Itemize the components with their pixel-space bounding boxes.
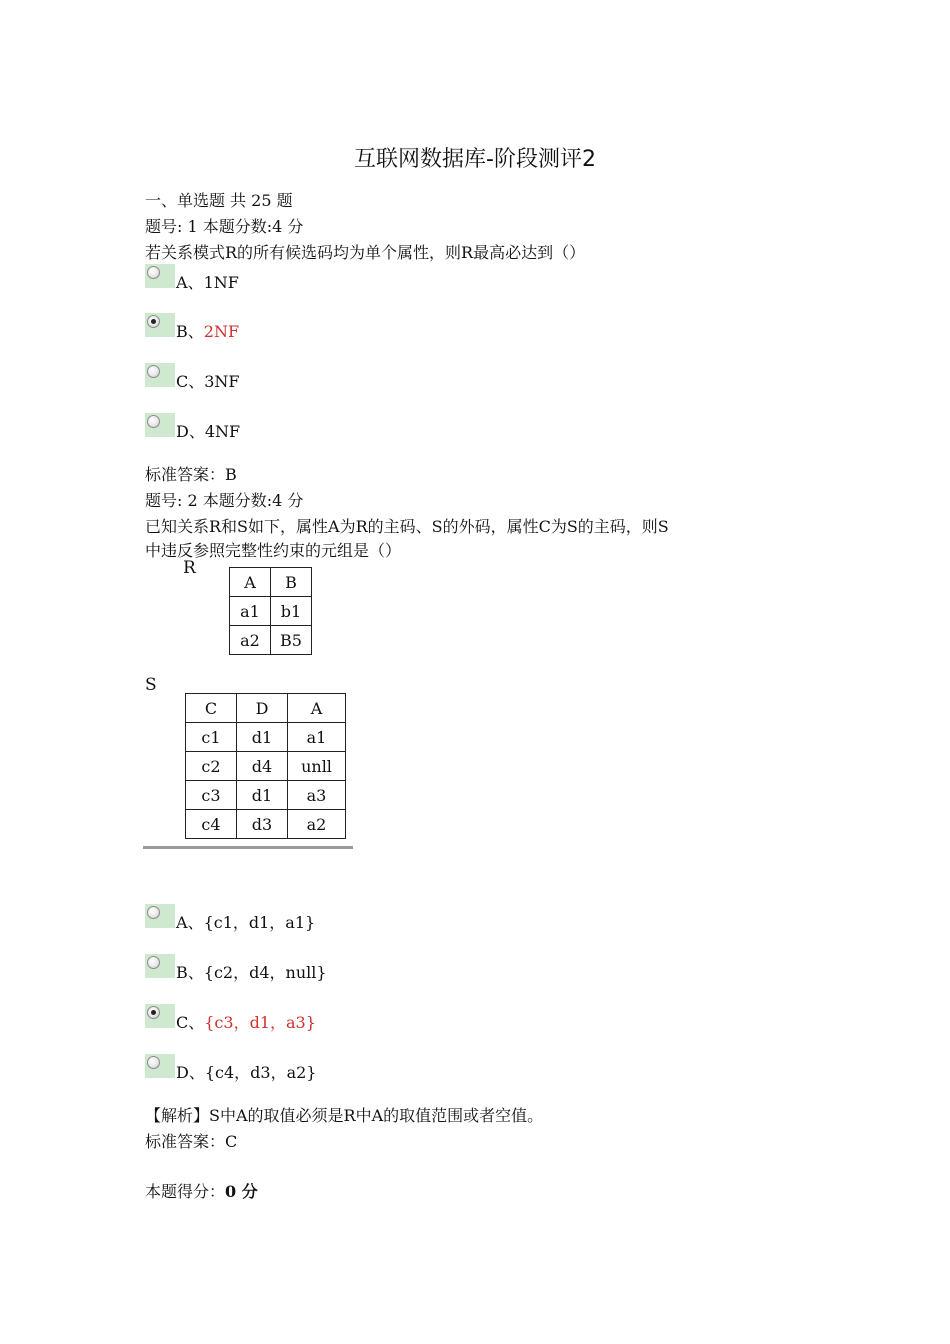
score-label: 本题得分： bbox=[145, 1182, 226, 1201]
table-cell: d3 bbox=[237, 810, 288, 839]
page-title: 互联网数据库-阶段测评2 bbox=[354, 147, 596, 172]
table-cell: a1 bbox=[230, 597, 271, 626]
table-cell: c3 bbox=[186, 781, 237, 810]
relation-r-label: R bbox=[183, 558, 196, 578]
table-cell: c1 bbox=[186, 723, 237, 752]
radio-button[interactable] bbox=[147, 266, 160, 279]
radio-button[interactable] bbox=[147, 415, 160, 428]
table-cell: a1 bbox=[288, 723, 346, 752]
table-row bbox=[186, 752, 346, 781]
q2-text-line1: 已知关系R和S如下，属性A为R的主码、S的外码，属性C为S的主码，则S bbox=[145, 517, 669, 536]
figure-divider bbox=[143, 846, 353, 849]
table-header-cell: C bbox=[186, 694, 237, 723]
table-header-cell: B bbox=[271, 568, 312, 597]
section-heading: 一、单选题 共 25 题 bbox=[145, 191, 293, 210]
table-cell: c4 bbox=[186, 810, 237, 839]
option-label: C、3NF bbox=[176, 372, 240, 391]
radio-button[interactable] bbox=[147, 365, 160, 378]
q2-meta: 题号: 2 本题分数:4 分 bbox=[145, 491, 304, 510]
radio-button[interactable] bbox=[147, 956, 160, 969]
option-label: A、1NF bbox=[176, 273, 239, 292]
table-cell: unll bbox=[288, 752, 346, 781]
score-line bbox=[145, 1179, 258, 1202]
q1-text: 若关系模式R的所有候选码均为单个属性，则R最高必达到（） bbox=[145, 243, 586, 262]
option-label: D、{c4，d3，a2} bbox=[176, 1063, 317, 1082]
table-header-row bbox=[230, 568, 312, 597]
q2-analysis: 【解析】S中A的取值必须是R中A的取值范围或者空值。 bbox=[145, 1106, 544, 1125]
q2-text-line2: 中违反参照完整性约束的元组是（） bbox=[145, 541, 402, 560]
table-row bbox=[186, 723, 346, 752]
table-cell: b1 bbox=[271, 597, 312, 626]
radio-button[interactable] bbox=[147, 906, 160, 919]
table-cell: d1 bbox=[237, 723, 288, 752]
option-label: C、{c3，d1，a3} bbox=[176, 1013, 316, 1032]
table-cell: a2 bbox=[230, 626, 271, 655]
table-cell: d4 bbox=[237, 752, 288, 781]
table-header-cell: D bbox=[237, 694, 288, 723]
score-value: 0 分 bbox=[225, 1182, 258, 1201]
table-row bbox=[230, 626, 312, 655]
table-row bbox=[230, 597, 312, 626]
radio-button-checked[interactable] bbox=[147, 315, 160, 328]
radio-button-checked[interactable] bbox=[147, 1006, 160, 1019]
radio-button[interactable] bbox=[147, 1056, 160, 1069]
option-label: A、{c1，d1，a1} bbox=[176, 913, 316, 932]
table-row bbox=[186, 781, 346, 810]
table-header-row bbox=[186, 694, 346, 723]
table-header-cell: A bbox=[288, 694, 346, 723]
option-label: B、2NF bbox=[176, 322, 240, 341]
relation-s-label: S bbox=[145, 675, 157, 695]
q1-meta: 题号: 1 本题分数:4 分 bbox=[145, 217, 304, 236]
table-cell: c2 bbox=[186, 752, 237, 781]
option-label: B、{c2，d4，null} bbox=[176, 963, 327, 982]
q2-answer: 标准答案：C bbox=[145, 1132, 238, 1151]
relation-r-table bbox=[229, 567, 312, 655]
table-cell: a2 bbox=[288, 810, 346, 839]
table-cell: B5 bbox=[271, 626, 312, 655]
relation-s-table bbox=[185, 693, 346, 839]
option-label: D、4NF bbox=[176, 422, 241, 441]
table-header-cell: A bbox=[230, 568, 271, 597]
table-row bbox=[186, 810, 346, 839]
table-cell: d1 bbox=[237, 781, 288, 810]
table-cell: a3 bbox=[288, 781, 346, 810]
q1-answer: 标准答案：B bbox=[145, 465, 237, 484]
